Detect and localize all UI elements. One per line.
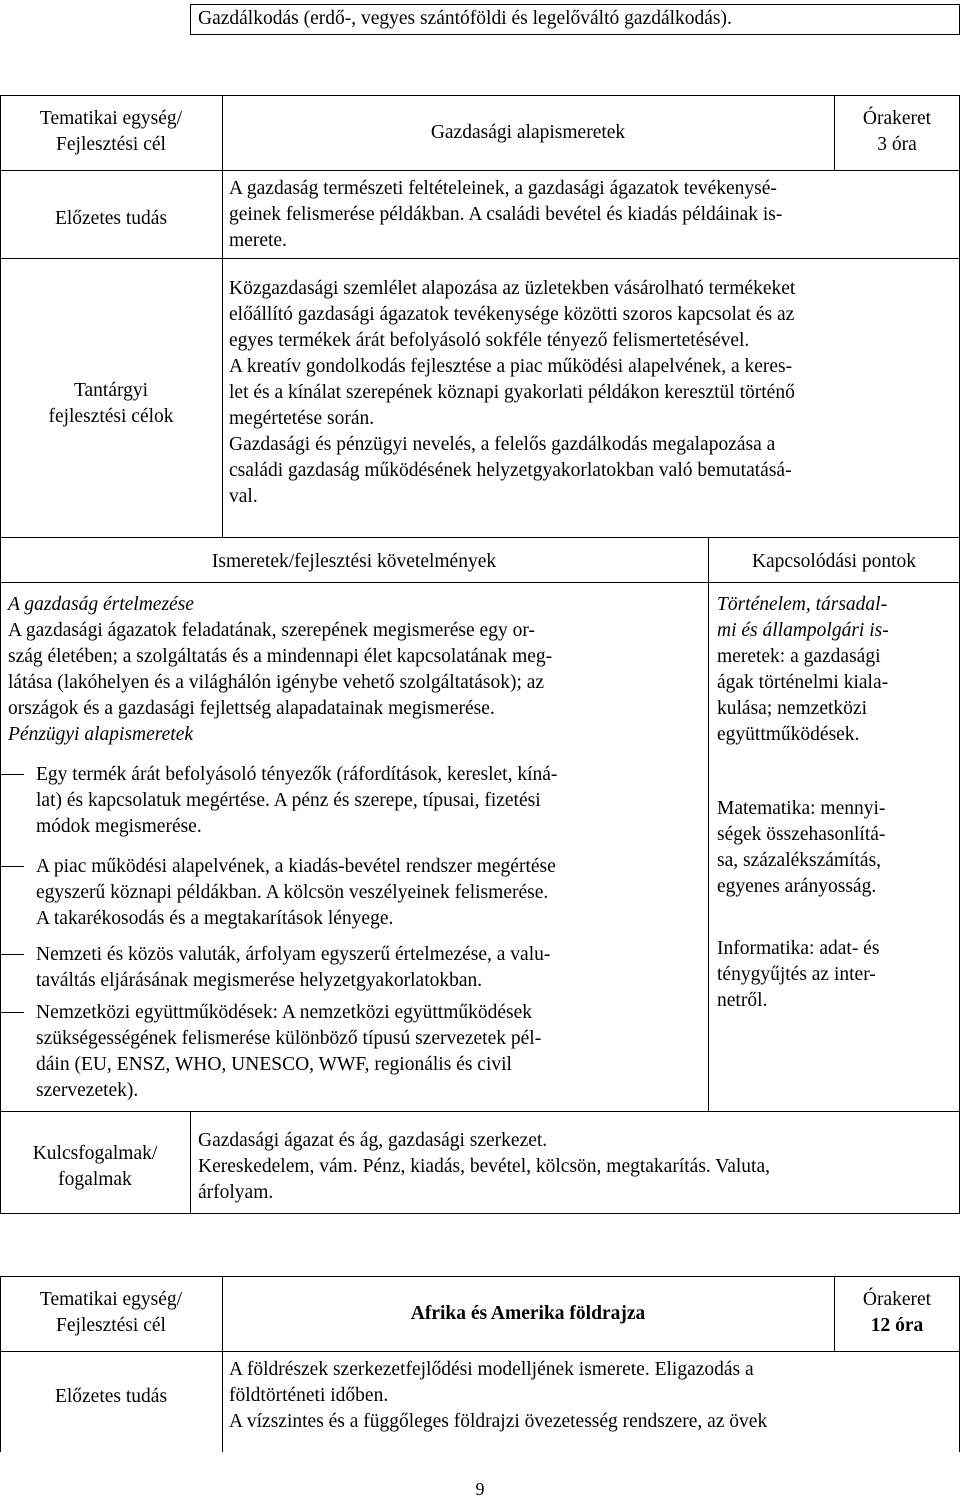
dash-marker [0,866,24,867]
section2-title: Pénzügyi alapismeretek [8,724,194,745]
requirements-header: Ismeretek/fejlesztési követelmények [211,551,497,572]
links-header: Kapcsolódási pontok [751,551,917,572]
unit1-goals-label: Tantárgyi fejlesztési célok [48,380,174,427]
unit1-goals-text: Közgazdasági szemlélet alapozása az üzletekben vásárolható termékeket előállító gazdasági ágazatok tevékenysége közötti szoros kapcsolat és az egyes termékek árát befolyásoló sokféle tényező felismertetésével. A kreatív gondolkodás fejlesztése a piac működési alapelvének, a keres- let és a kínálat szerepének köznapi gyakorlati példákon keresztül történő megértetése során. Gazdasági és pénzügyi nevelés, a felelős gazdálkodás megalapozása a családi gazdaság működésének helyzetgyakorlatokban való bemutatásá- val. [229,278,796,507]
unit2-hours: Órakeret 12 óra [862,1289,932,1336]
dash-marker [0,1012,24,1013]
keys-label: Kulcsfogalmak/ fogalmak [32,1143,158,1190]
link-informatics: Informatika: adat- és ténygyűjtés az inter- netről. [717,938,880,1011]
link-math: Matematika: mennyi- ségek összehasonlítá- sa, százalékszámítás, egyenes arányosság. [717,798,886,897]
keys-text: Gazdasági ágazat és ág, gazdasági szerkezet. Kereskedelem, vám. Pénz, kiadás, bevétel, kölcsön, megtakarítás. Valuta, árfolyam. [198,1130,770,1203]
unit1-hours: Órakeret 3 óra [862,108,932,155]
unit2-topic-label: Tematikai egység/ Fejlesztési cél [39,1289,183,1336]
section1-text: A gazdasági ágazatok feladatának, szerepének megismerése egy or- szág életében; a szolgáltatás és a mindennapi élet kapcsolatának meg- látása (lakóhelyen és a világhálón igénybe vehető szolgáltatások); az országok és a gazdasági fejlettség alapadatainak megismerése. [8,620,553,719]
page-number: 9 [475,1479,485,1499]
unit2-title: Afrika és Amerika földrajza [410,1303,646,1324]
section1-title: A gazdaság értelmezése [8,594,194,615]
unit1-topic-label: Tematikai egység/ Fejlesztési cél [39,108,183,155]
unit1-title: Gazdasági alapismeretek [430,122,626,143]
unit2-prior-text: A földrészek szerkezetfejlődési modelljének ismerete. Eligazodás a földtörténeti időben. A vízszintes és a függőleges földrajzi övezetesség rendszere, az övek [229,1359,768,1432]
top-row-text: Gazdálkodás (erdő-, vegyes szántóföldi és legelőváltó gazdálkodás). [198,8,732,29]
link-history: Történelem, társadal- mi és állampolgári is- meretek: a gazdasági ágak történelmi kiala- kulása; nemzetközi együttműködések. [717,594,889,745]
unit2-prior-label: Előzetes tudás [54,1386,168,1407]
unit1-prior-text: A gazdaság természeti feltételeinek, a gazdasági ágazatok tevékenysé- geinek felismerése példákban. A családi bevétel és kiadás példáinak is- merete. [229,178,783,251]
dash-marker [0,774,24,775]
unit1-prior-label: Előzetes tudás [54,208,168,229]
dash-marker [0,954,24,955]
